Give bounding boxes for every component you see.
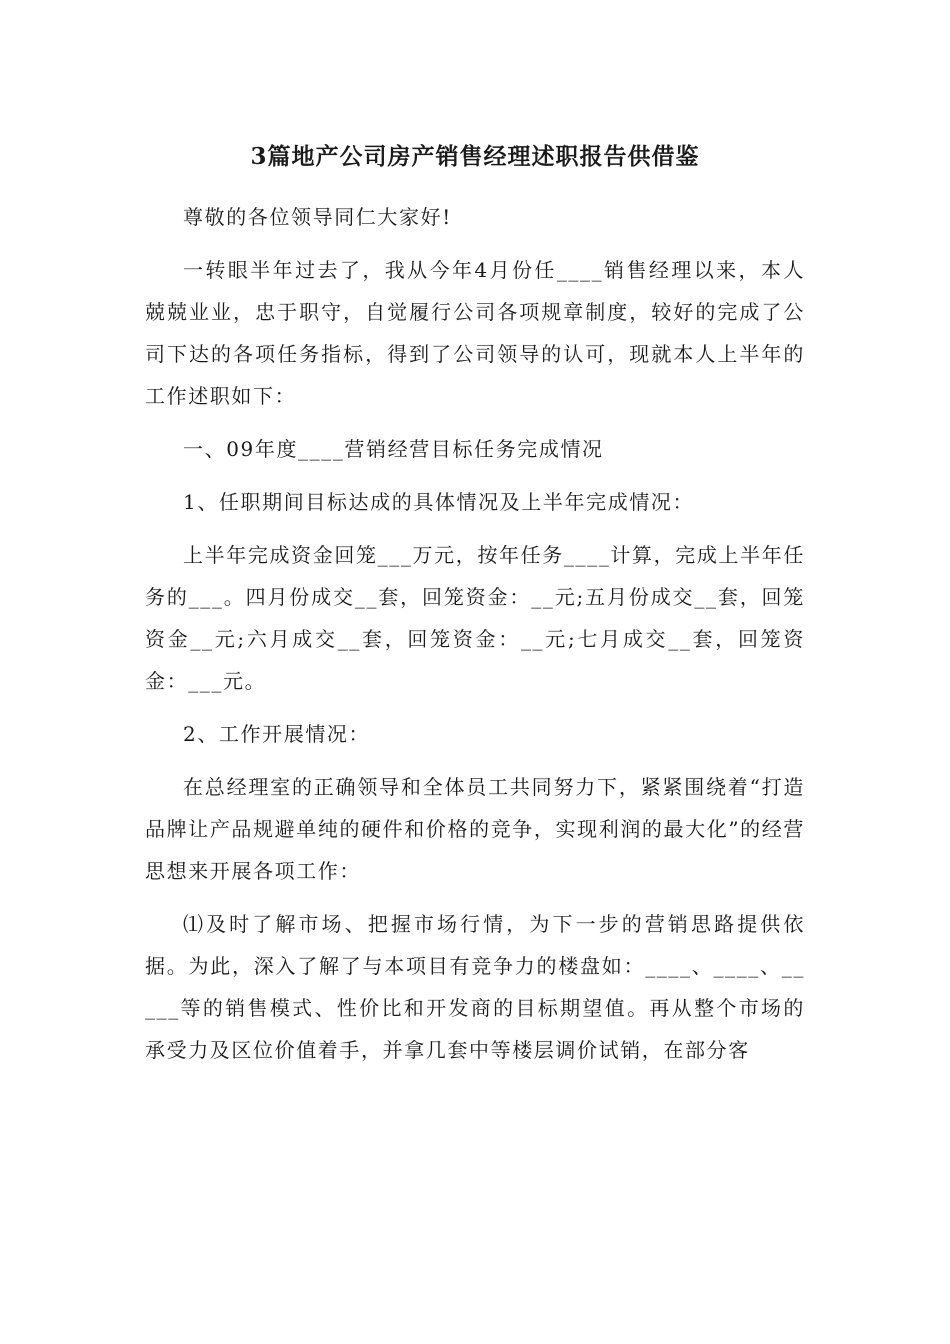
document-title: 3篇地产公司房产销售经理述职报告供借鉴 [250,143,700,170]
paragraph-market-item-1: ⑴及时了解市场、把握市场行情，为下一步的营销思路提供依据。为此，深入了解了与本项目有竞争力的楼盘如：____、____、_____等的销售模式、性价比和开发商的目标期望值。再从整个市场的承受力及区位价值着手，并拿几套中等楼层调价试销，在部分客 [145,912,805,1062]
paragraph-greeting: 尊敬的各位领导同仁大家好! [183,205,452,229]
section-heading-1: 一、09年度____营销经营目标任务完成情况 [183,437,604,461]
document-body [145,196,805,1082]
paragraph-intro: 一转眼半年过去了，我从今年4月份任____销售经理以来，本人兢兢业业，忠于职守，自觉履行公司各项规章制度，较好的完成了公司下达的各项任务指标，得到了公司领导的认可，现就本人上半年的工作述职如下： [145,258,805,408]
paragraph-results: 上半年完成资金回笼___万元，按年任务____计算，完成上半年任务的___。四月份成交__套，回笼资金：__元;五月份成交__套，回笼资金__元;六月成交__套，回笼资金：__元;七月成交__套，回笼资金：___元。 [145,543,805,693]
paragraph-work-summary: 在总经理室的正确领导和全体员工共同努力下，紧紧围绕着“打造品牌让产品规避单纯的硬件和价格的竞争，实现利润的最大化”的经营思想来开展各项工作： [145,775,805,883]
subsection-heading-1: 1、任职期间目标达成的具体情况及上半年完成情况： [183,490,695,514]
subsection-heading-2: 2、工作开展情况： [183,722,371,746]
